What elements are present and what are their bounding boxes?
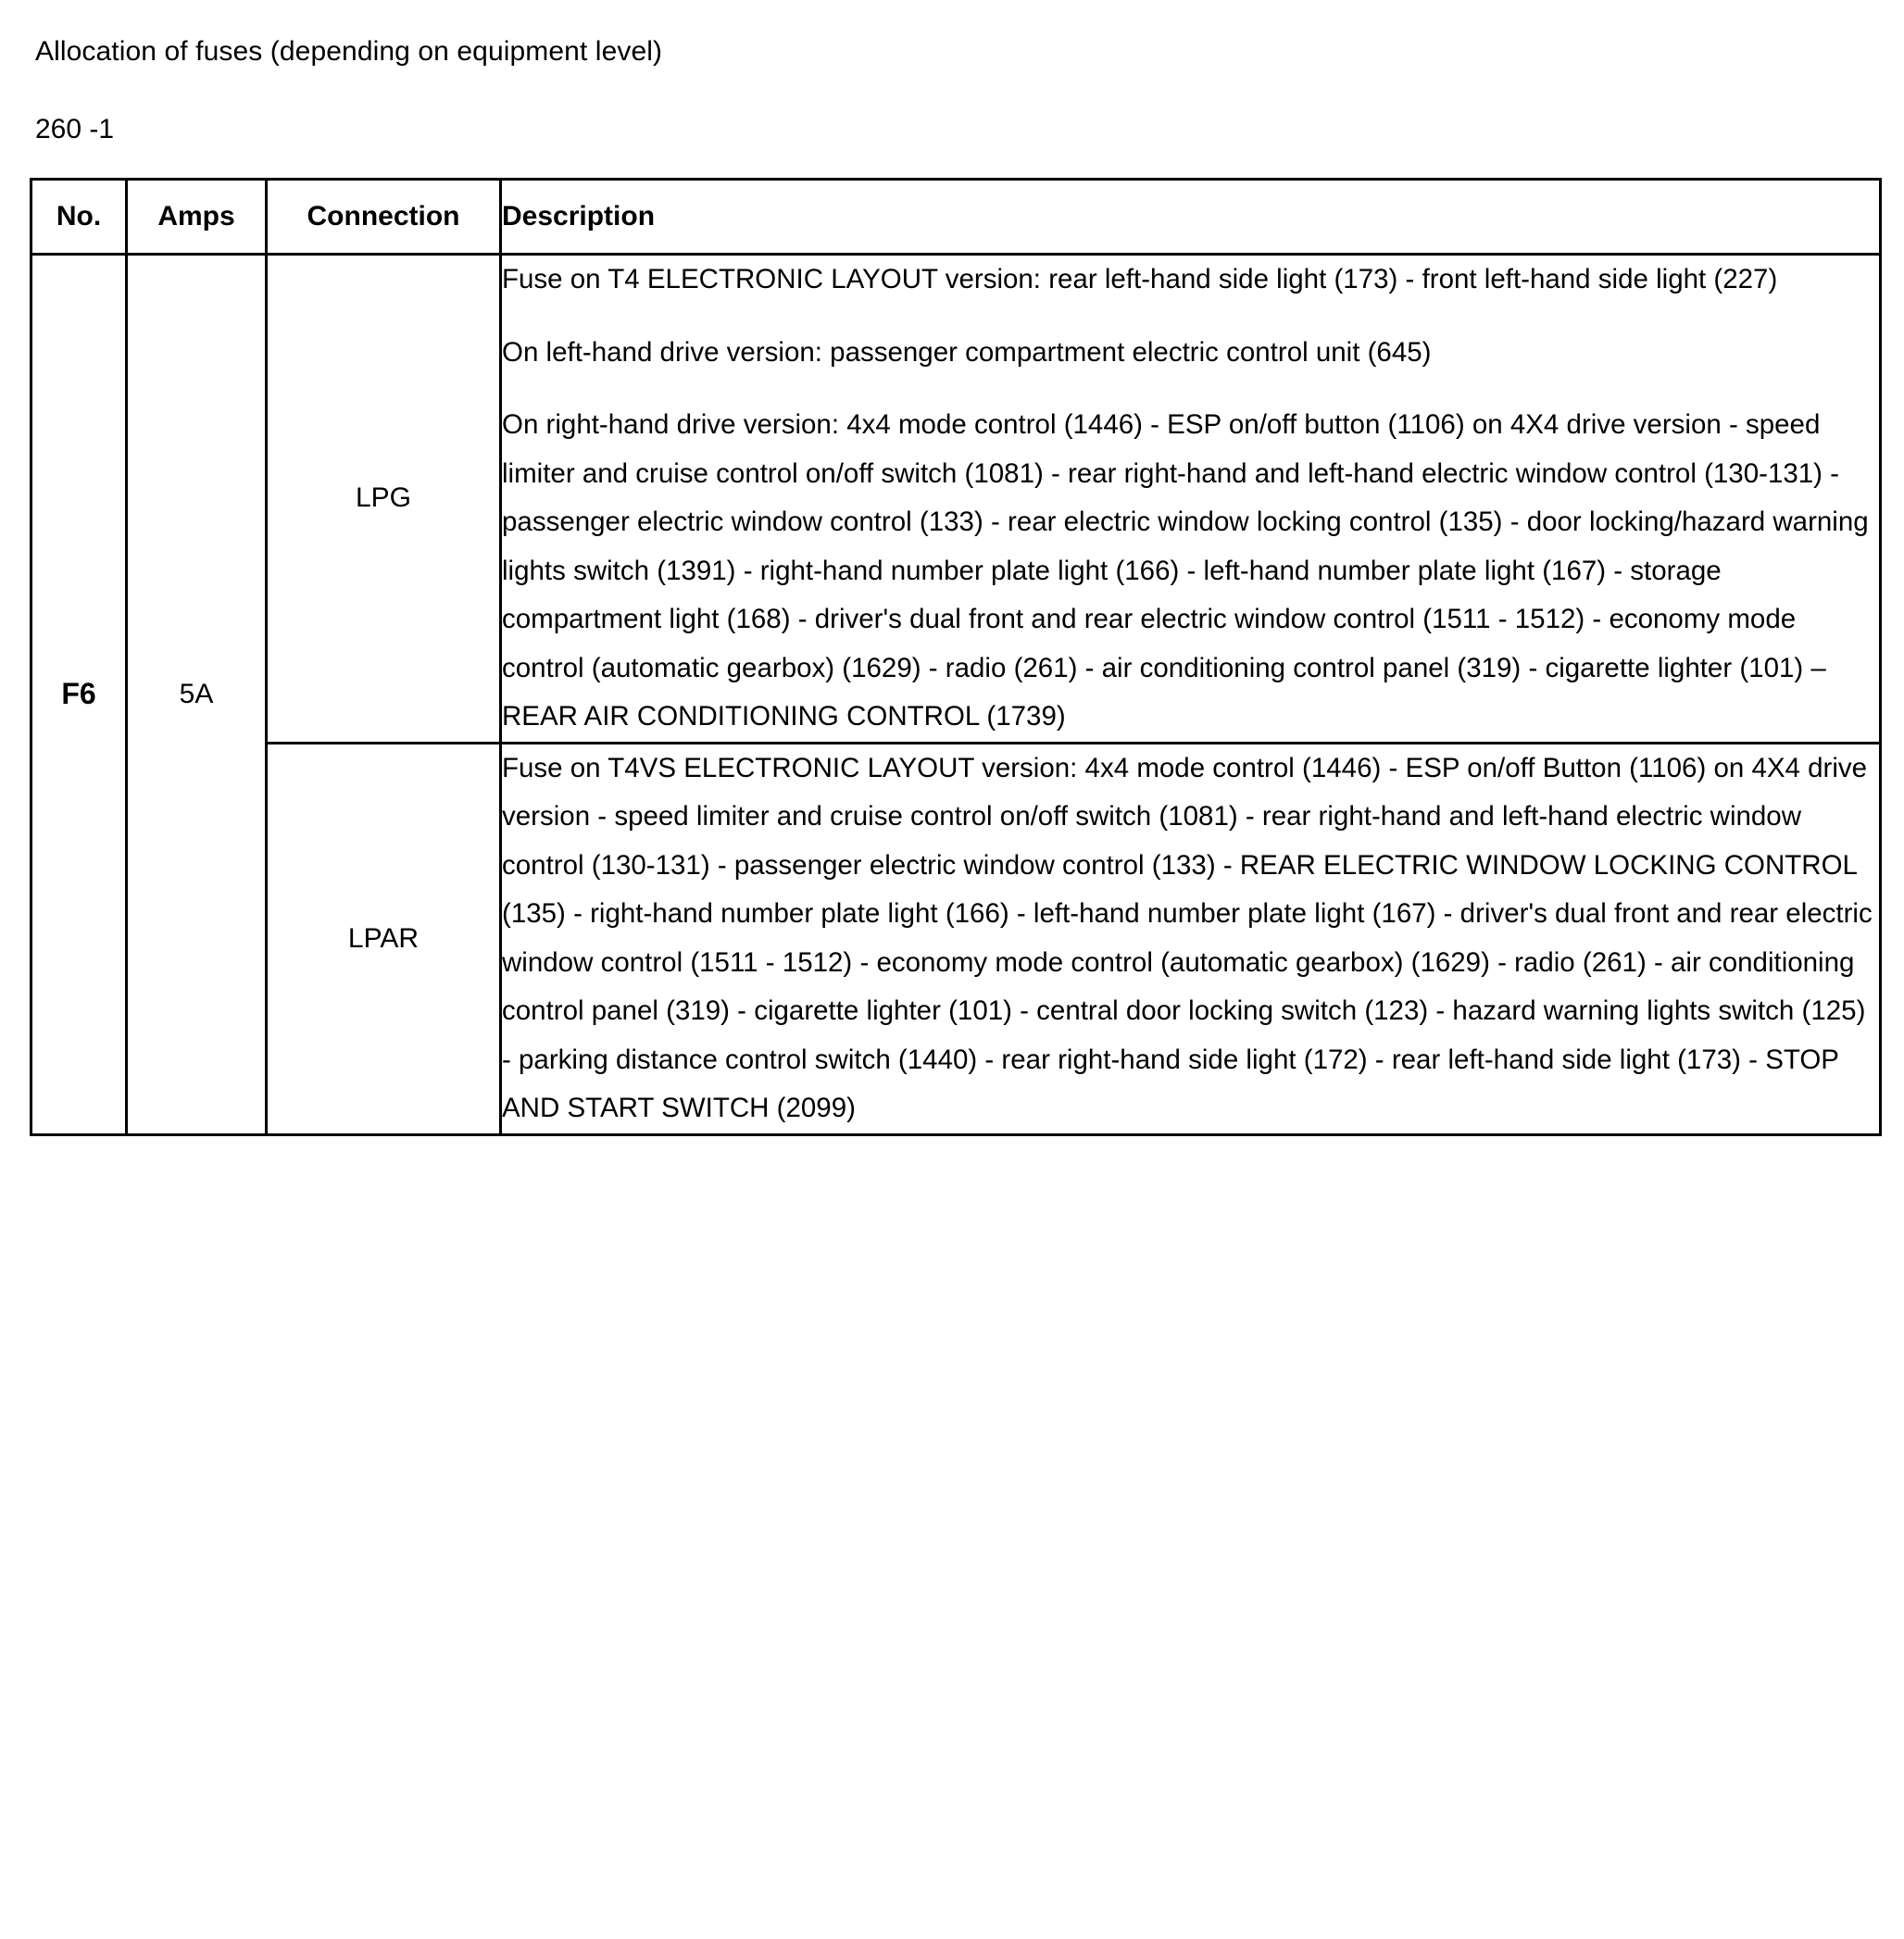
description-paragraph: On left-hand drive version: passenger compartment electric control unit (645) xyxy=(502,336,1432,368)
table-header-row xyxy=(31,180,1881,255)
cell-fuse-number: F6 xyxy=(31,255,127,1135)
table-header xyxy=(31,180,1881,255)
cell-connection-lpg: LPG xyxy=(267,255,501,744)
column-header-amps: Amps xyxy=(127,180,267,255)
page-title: Allocation of fuses (depending on equipment level) xyxy=(35,36,663,67)
table-row xyxy=(31,743,1881,1134)
table-body xyxy=(31,255,1881,1135)
column-header-no: No. xyxy=(31,180,127,255)
cell-description-lpar xyxy=(501,743,1881,1134)
page-subtitle: 260 -1 xyxy=(35,114,115,144)
cell-description-lpg xyxy=(501,255,1881,744)
fuse-allocation-table xyxy=(30,178,1882,1136)
column-header-connection: Connection xyxy=(267,180,501,255)
column-header-description: Description xyxy=(501,180,1881,255)
description-paragraph: On right-hand drive version: 4x4 mode control (1446) - ESP on/off button (1106) on 4X4 drive version - speed limiter and cruise control on/off switch (1081) - rear right-hand and left-hand electric window control (130-131) - passenger electric window control (133) - rear electric window locking control (135) - door locking/hazard warning lights switch (1391) - right-hand number plate light (166) - left-hand number plate light (167) - storage compartment light (168) - driver's dual front and rear electric window control (1511 - 1512) - economy mode control (automatic gearbox) (1629) - radio (261) - air conditioning control panel (319) - cigarette lighter (101) – REAR AIR CONDITIONING CONTROL (1739) xyxy=(502,409,1869,732)
cell-connection-lpar: LPAR xyxy=(267,743,501,1134)
table-row xyxy=(31,255,1881,744)
cell-fuse-amps: 5A xyxy=(127,255,267,1135)
description-paragraph: Fuse on T4 ELECTRONIC LAYOUT version: rear left-hand side light (173) - front left-hand side light (227) xyxy=(502,264,1778,294)
description-paragraph: Fuse on T4VS ELECTRONIC LAYOUT version: 4x4 mode control (1446) - ESP on/off Button (1106) on 4X4 drive version - speed limiter and cruise control on/off switch (1081) - rear right-hand and left-hand electric window control (130-131) - passenger electric window control (133) - REAR ELECTRIC WINDOW LOCKING CONTROL (135) - right-hand number plate light (166) - left-hand number plate light (167) - driver's dual front and rear electric window control (1511 - 1512) - economy mode control (automatic gearbox) (1629) - radio (261) - air conditioning control panel (319) - cigarette lighter (101) - central door locking switch (123) - hazard warning lights switch (125) - parking distance control switch (1440) - rear right-hand side light (172) - rear left-hand side light (173) - STOP AND START SWITCH (2099) xyxy=(502,752,1873,1123)
